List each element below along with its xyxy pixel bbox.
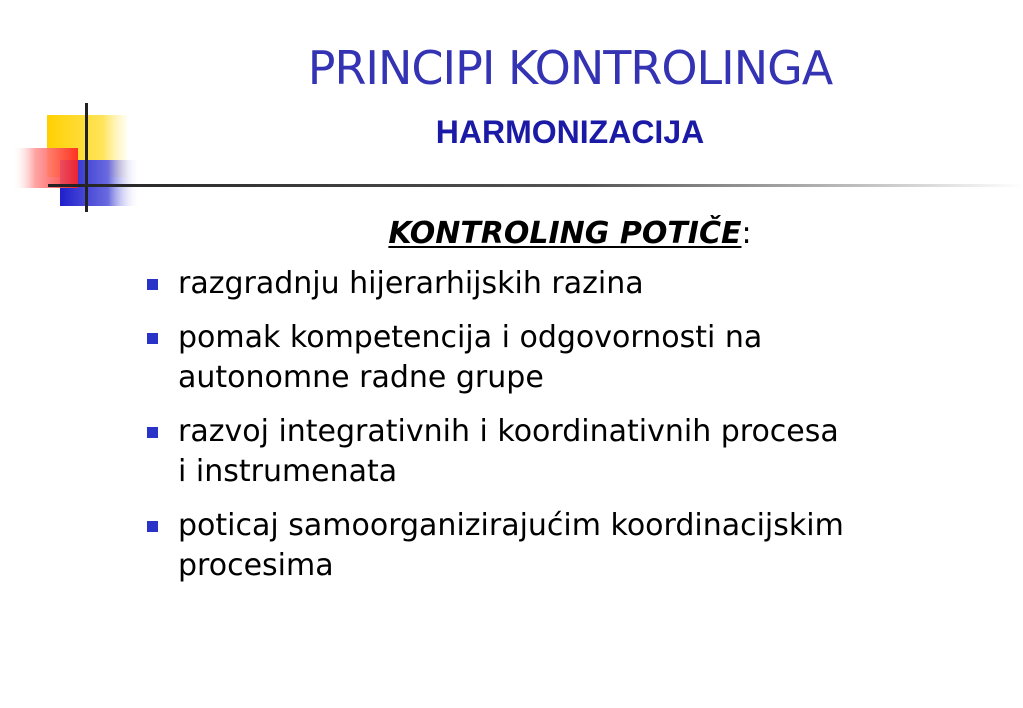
bullet-list	[140, 264, 1010, 586]
slide-title: PRINCIPI KONTROLINGA	[307, 41, 833, 95]
list-item-text: poticaj samoorganizirajućim koordinacijskim	[178, 508, 844, 543]
square-bullet-icon	[147, 279, 158, 290]
list-item	[140, 318, 1010, 398]
list-item-text: razvoj integrativnih i koordinativnih procesa	[178, 414, 839, 449]
horizontal-rule	[48, 184, 1023, 187]
square-bullet-icon	[147, 333, 158, 344]
list-item	[140, 264, 1010, 304]
list-item-text: razgradnju hijerarhijskih razina	[178, 266, 644, 301]
square-bullet-icon	[147, 427, 158, 438]
list-item-text-continued: i instrumenata	[178, 454, 398, 489]
square-bullet-icon	[147, 521, 158, 532]
red-square	[12, 148, 78, 188]
list-item-text-continued: procesima	[178, 548, 334, 583]
list-item-text-continued: autonomne radne grupe	[178, 360, 544, 395]
vertical-rule	[85, 103, 88, 212]
list-item-text: pomak kompetencija i odgovornosti na	[178, 320, 763, 355]
slide-body	[140, 212, 1010, 600]
body-heading-colon: :	[741, 216, 752, 251]
list-item	[140, 412, 1010, 492]
body-heading	[130, 212, 1010, 264]
list-item	[140, 506, 1010, 586]
body-heading-text: KONTROLING POTIČE	[388, 216, 742, 251]
slide-subtitle: HARMONIZACIJA	[435, 114, 705, 150]
